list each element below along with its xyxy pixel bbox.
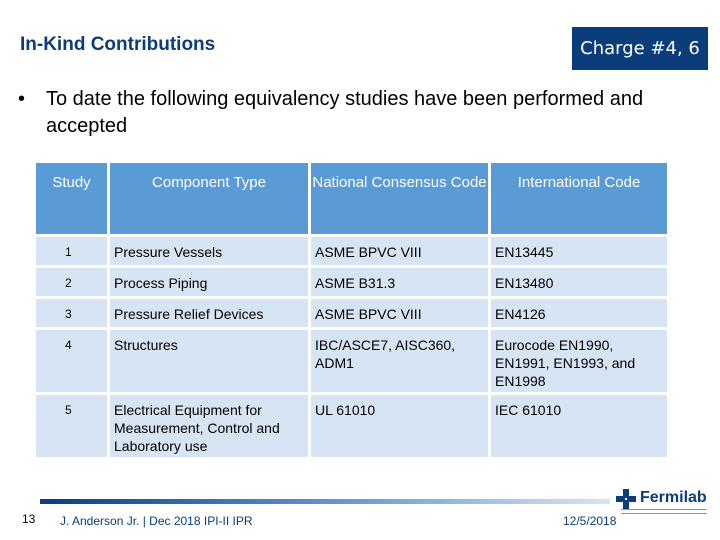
- national-code: ASME BPVC VIII: [311, 237, 488, 265]
- bullet-point: [18, 86, 658, 140]
- international-code: IEC 61010: [491, 395, 667, 457]
- component-type: Pressure Vessels: [110, 237, 308, 265]
- footer-date: 12/5/2018: [563, 514, 617, 528]
- header-study: Study: [36, 163, 107, 234]
- bullet-icon: •: [18, 88, 26, 110]
- study-number: 5: [36, 395, 107, 457]
- component-type: Pressure Relief Devices: [110, 299, 308, 327]
- study-number: 3: [36, 299, 107, 327]
- international-code: EN13480: [491, 268, 667, 296]
- study-number: 1: [36, 237, 107, 265]
- logo-text: Fermilab: [640, 489, 707, 506]
- table-row: [36, 299, 667, 327]
- table-row: [36, 237, 667, 265]
- header-national-code: National Consensus Code: [311, 163, 488, 234]
- international-code: Eurocode EN1990, EN1991, EN1993, and EN1998: [491, 330, 667, 392]
- international-code: EN4126: [491, 299, 667, 327]
- fermilab-logo: [616, 489, 708, 519]
- footer-divider: [40, 499, 610, 504]
- equivalency-studies-table: [33, 160, 670, 460]
- header-component-type: Component Type: [110, 163, 308, 234]
- fermilab-logo-icon: [616, 489, 636, 509]
- component-type: Process Piping: [110, 268, 308, 296]
- table-row: [36, 330, 667, 392]
- international-code: EN13445: [491, 237, 667, 265]
- header-international-code: International Code: [491, 163, 667, 234]
- bullet-text: To date the following equivalency studies have been performed and accepted: [46, 88, 644, 137]
- page-number: 13: [22, 512, 36, 526]
- component-type: Electrical Equipment for Measurement, Control and Laboratory use: [110, 395, 308, 457]
- slide-title: In-Kind Contributions: [20, 34, 216, 55]
- footer-author: J. Anderson Jr. | Dec 2018 IPI-II IPR: [60, 514, 253, 528]
- table-row: [36, 268, 667, 296]
- study-number: 4: [36, 330, 107, 392]
- national-code: ASME BPVC VIII: [311, 299, 488, 327]
- study-number: 2: [36, 268, 107, 296]
- national-code: ASME B31.3: [311, 268, 488, 296]
- component-type: Structures: [110, 330, 308, 392]
- charge-label: Charge #4, 6: [572, 27, 708, 70]
- logo-tagline-mark: [621, 509, 707, 514]
- national-code: IBC/ASCE7, AISC360, ADM1: [311, 330, 488, 392]
- national-code: UL 61010: [311, 395, 488, 457]
- table-row: [36, 395, 667, 457]
